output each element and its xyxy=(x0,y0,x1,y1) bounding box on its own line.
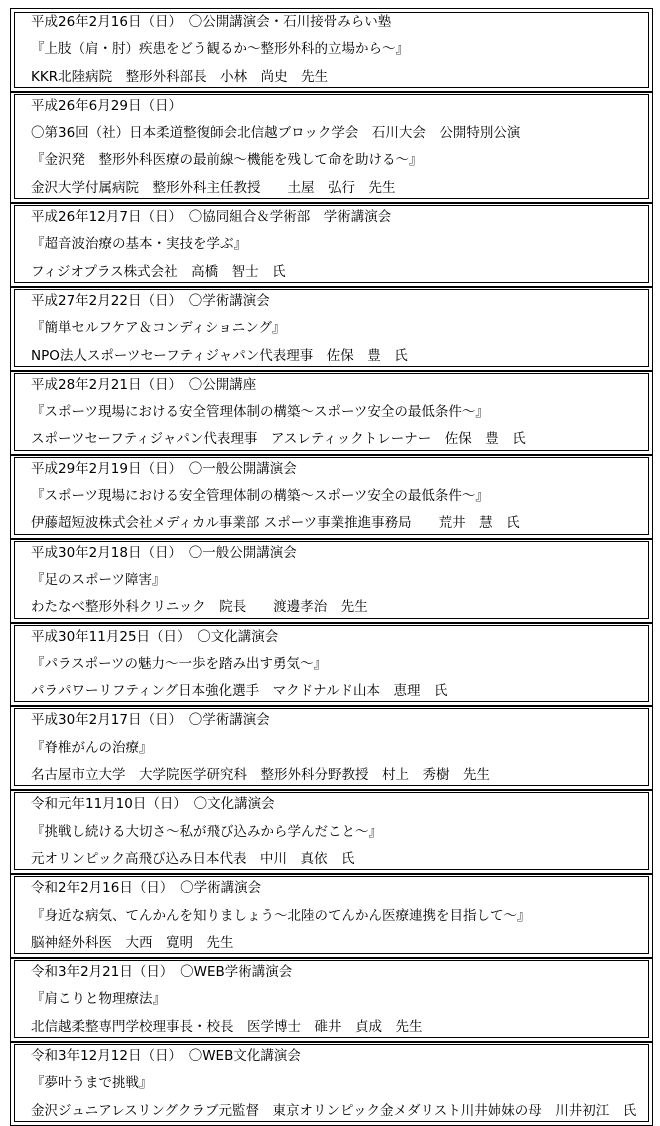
lecture-entry xyxy=(11,202,652,286)
entry-speaker: パラパワーリフティング日本強化選手 マクドナルド山本 恵理 氏 xyxy=(31,683,448,700)
entry-title: 『脊椎がんの治療』 xyxy=(31,739,153,756)
entry-speaker: NPO法人スポーツセーフティジャパン代表理事 佐保 豊 氏 xyxy=(31,347,408,364)
lecture-entry xyxy=(11,705,652,789)
lecture-entry xyxy=(11,91,652,202)
entry-date-event: 平成30年11月25日（日） 〇文化講演会 xyxy=(31,628,279,645)
entry-date-event: 平成30年2月17日（日） 〇学術講演会 xyxy=(31,712,270,729)
entry-title: 『夢叶うまで挑戦』 xyxy=(31,1075,153,1092)
entry-date-event: 令和2年2月16日（日） 〇学術講演会 xyxy=(31,880,262,897)
entry-speaker: わたなべ整形外科クリニック 院長 渡邊孝治 先生 xyxy=(31,599,368,616)
entry-title: 『上肢（肩・肘）疾患をどう観るか～整形外科的立場から～』 xyxy=(31,41,409,58)
entry-speaker: 脳神経外科医 大西 寛明 先生 xyxy=(31,934,234,951)
entry-speaker: 金沢大学付属病院 整形外科主任教授 土屋 弘行 先生 xyxy=(31,179,396,196)
entry-date-event: 平成29年2月19日（日） 〇一般公開講演会 xyxy=(31,460,297,477)
entry-title: 『肩こりと物理療法』 xyxy=(31,991,166,1008)
entry-speaker: スポーツセーフティジャパン代表理事 アスレティックトレーナー 佐保 豊 氏 xyxy=(31,431,526,448)
entry-title: 『超音波治療の基本・実技を学ぶ』 xyxy=(31,236,247,253)
entry-title: 『身近な病気、てんかんを知りましょう～北陸のてんかん医療連携を目指して～』 xyxy=(31,907,531,924)
lecture-entry xyxy=(11,957,652,1041)
lecture-history-table xyxy=(10,8,653,1126)
lecture-entry xyxy=(11,622,652,706)
entry-speaker: フィジオプラス株式会社 高橋 智士 氏 xyxy=(31,263,286,280)
lecture-entry xyxy=(11,538,652,622)
lecture-entry xyxy=(11,370,652,454)
entry-title: 『スポーツ現場における安全管理体制の構築～スポーツ安全の最低条件～』 xyxy=(31,404,489,421)
entry-title: 『挑戦し続ける大切さ～私が飛び込みから学んだこと～』 xyxy=(31,823,382,840)
entry-speaker: 名古屋市立大学 大学院医学研究科 整形外科分野教授 村上 秀樹 先生 xyxy=(31,767,490,784)
entry-date-event: 令和3年2月21日（日） 〇WEB学術講演会 xyxy=(31,964,293,981)
entry-title: 『金沢発 整形外科医療の最前線～機能を残して命を助ける～』 xyxy=(31,152,423,169)
entry-speaker: 伊藤超短波株式会社メディカル事業部 スポーツ事業推進事務局 荒井 慧 氏 xyxy=(31,515,520,532)
entry-date-event: 平成27年2月22日（日） 〇学術講演会 xyxy=(31,292,270,309)
entry-title: 『スポーツ現場における安全管理体制の構築～スポーツ安全の最低条件～』 xyxy=(31,488,489,505)
entry-title: 『簡単セルフケア＆コンディショニング』 xyxy=(31,320,286,337)
lecture-entry xyxy=(11,9,652,91)
entry-speaker: KKR北陸病院 整形外科部長 小林 尚史 先生 xyxy=(31,68,329,85)
entry-date-event: 令和3年12月12日（日） 〇WEB文化講演会 xyxy=(31,1047,301,1064)
entry-event: 〇第36回（社）日本柔道整復師会北信越ブロック学会 石川大会 公開特別公演 xyxy=(31,125,521,142)
lecture-entry xyxy=(11,789,652,873)
lecture-entry xyxy=(11,873,652,957)
entry-speaker: 金沢ジュニアレスリングクラブ元監督 東京オリンピック金メダリスト川井姉妹の母 川井初江 氏 xyxy=(31,1102,637,1119)
entry-date-event: 令和元年11月10日（日） 〇文化講演会 xyxy=(31,796,275,813)
entry-speaker: 元オリンピック高飛び込み日本代表 中川 真依 氏 xyxy=(31,850,355,867)
entry-speaker: 北信越柔整専門学校理事長・校長 医学博士 碓井 貞成 先生 xyxy=(31,1018,423,1035)
lecture-entry xyxy=(11,1041,652,1125)
lecture-entry xyxy=(11,454,652,538)
entry-date-event: 平成26年2月16日（日） 〇公開講演会・石川接骨みらい塾 xyxy=(31,14,392,30)
entry-date-event: 平成30年2月18日（日） 〇一般公開講演会 xyxy=(31,544,297,561)
entry-date-event: 平成26年12月7日（日） 〇協同組合＆学術部 学術講演会 xyxy=(31,209,392,226)
entry-date-event: 平成26年6月29日（日） xyxy=(31,97,182,114)
entry-title: 『パラスポーツの魅力～一歩を踏み出す勇気～』 xyxy=(31,655,328,672)
entry-title: 『足のスポーツ障害』 xyxy=(31,571,166,588)
lecture-entry xyxy=(11,286,652,370)
entry-date-event: 平成28年2月21日（日） 〇公開講座 xyxy=(31,376,257,393)
